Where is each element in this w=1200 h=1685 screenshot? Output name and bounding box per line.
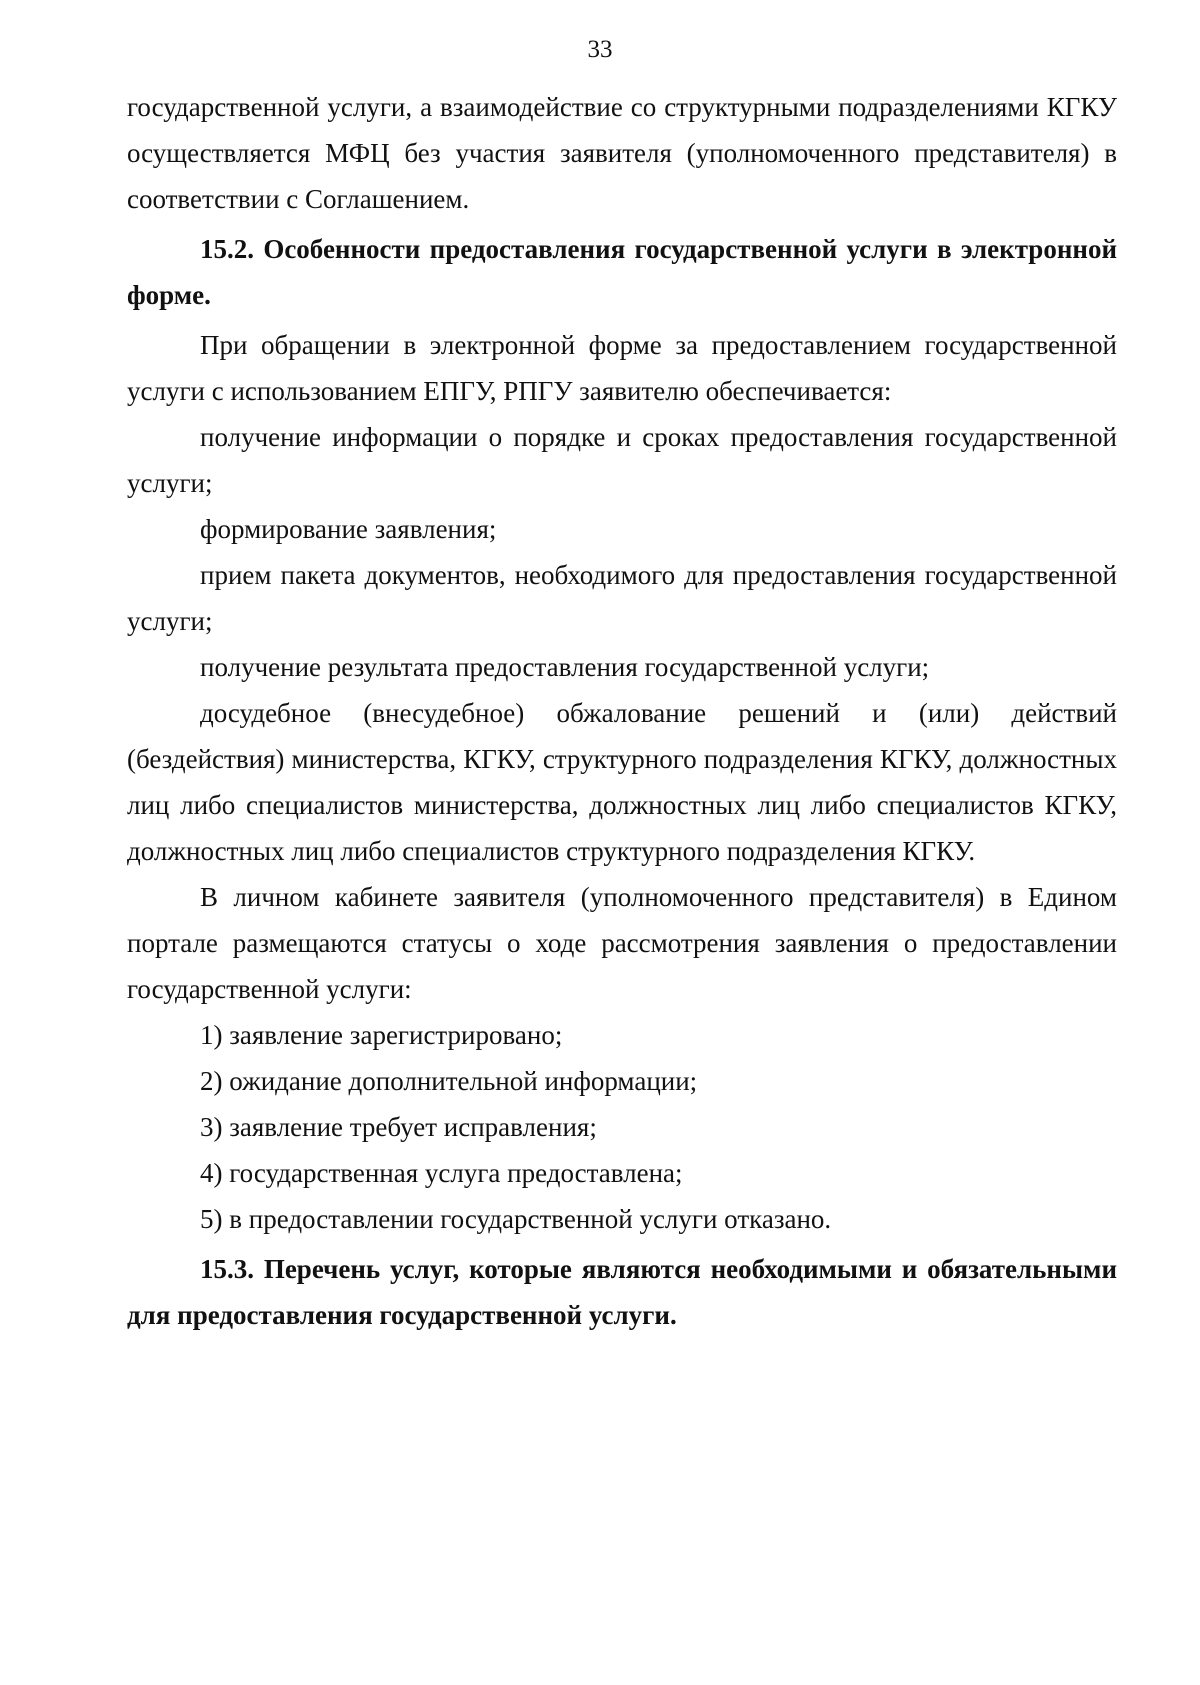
paragraph-electronic-form: При обращении в электронной форме за предоставлением государственной услуги с использованием ЕПГУ, РПГУ заявителю обеспечивается: (127, 330, 1117, 406)
section-heading-15-3: 15.3. Перечень услуг, которые являются необходимыми и обязательными для предоставления государственной услуги. (127, 1254, 1117, 1330)
document-body (127, 84, 1117, 1338)
paragraph-application: формирование заявления; (200, 514, 497, 544)
section-heading-15-2: 15.2. Особенности предоставления государственной услуги в электронной форме. (127, 234, 1117, 310)
paragraph-documents: прием пакета документов, необходимого для предоставления государственной услуги; (127, 560, 1117, 636)
paragraph-result: получение результата предоставления государственной услуги; (200, 652, 930, 682)
list-item: 2) ожидание дополнительной информации; (200, 1066, 698, 1096)
status-list (127, 1012, 1117, 1242)
paragraph-appeal: досудебное (внесудебное) обжалование решений и (или) действий (бездействия) министерства, КГКУ, структурного подразделения КГКУ, должностных лиц либо специалистов министерства, должностных лиц либо специалистов КГКУ, должностных лиц либо специалистов структурного подразделения КГКУ. (127, 698, 1117, 866)
paragraph-personal-cabinet: В личном кабинете заявителя (уполномоченного представителя) в Едином портале размещаются статусы о ходе рассмотрения заявления о предоставлении государственной услуги: (127, 882, 1117, 1004)
list-item: 5) в предоставлении государственной услуги отказано. (200, 1204, 832, 1234)
paragraph-info: получение информации о порядке и сроках предоставления государственной услуги; (127, 422, 1117, 498)
page-number: 33 (587, 36, 613, 63)
list-item: 3) заявление требует исправления; (200, 1112, 597, 1142)
list-item: 1) заявление зарегистрировано; (200, 1020, 563, 1050)
list-item: 4) государственная услуга предоставлена; (200, 1158, 683, 1188)
paragraph-continuation: государственной услуги, а взаимодействие со структурными подразделениями КГКУ осуществляется МФЦ без участия заявителя (уполномоченного представителя) в соответствии с Соглашением. (127, 92, 1117, 214)
